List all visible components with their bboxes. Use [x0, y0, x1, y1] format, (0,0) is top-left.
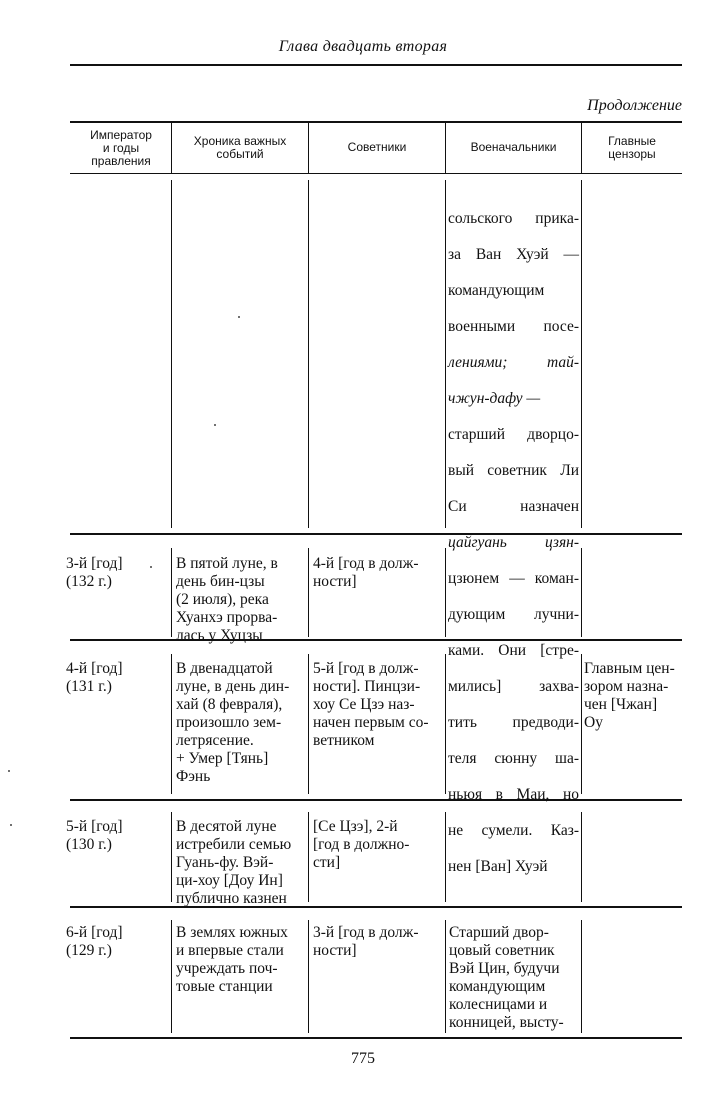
- text-line: дующим лучни-: [448, 606, 579, 623]
- column-rule: [308, 121, 309, 173]
- military-cell: Старший двор- цовый советник Вэй Цин, будучи командующим колесницами и конницей, высту-: [449, 924, 564, 1031]
- row-divider: [70, 799, 682, 801]
- column-header-advisers: Советники: [347, 140, 407, 154]
- column-rule: [308, 548, 309, 637]
- column-header-chronicle: Хроника важных событий: [193, 134, 287, 161]
- header-bottom-rule: [70, 173, 682, 174]
- column-rule: [581, 180, 582, 528]
- text-line: Си назначен: [448, 498, 579, 515]
- emperor-year-cell: 3-й [год] (132 г.): [66, 555, 123, 590]
- text-line: чжун-дафу —: [448, 390, 541, 407]
- header-rule: [70, 64, 682, 66]
- text-line: нен [Ван] Хуэй: [448, 858, 548, 875]
- text-line: лениями; тай-: [448, 354, 579, 371]
- continued-label: Продолжение: [587, 97, 682, 114]
- text-line: теля сюнну ша-: [448, 750, 579, 767]
- column-rule: [308, 180, 309, 528]
- scan-speck: [214, 424, 216, 426]
- column-rule: [445, 920, 446, 1033]
- column-header-emperor: Император и годы правления: [90, 128, 152, 168]
- scan-speck: [238, 316, 240, 318]
- text-line: цзюнем — коман-: [448, 570, 579, 587]
- column-rule: [445, 812, 446, 902]
- chronicle-cell: В двенадцатой луне, в день дин- хай (8 февраля), произошло зем- летрясение. + Умер [Тянь] Фэнь: [176, 660, 290, 785]
- text-line: цайгуань цзян-: [448, 534, 579, 551]
- chronicle-cell: В пятой луне, в день бин-цзы (2 июля), река Хуанхэ прорва- лась у Хуцзы: [176, 555, 278, 644]
- advisers-cell: [Се Цзэ], 2-й [год в должно- сти]: [313, 818, 410, 871]
- scan-speck: [150, 566, 152, 568]
- advisers-cell: 5-й [год в долж- ности]. Пинцзи- хоу Се Цзэ наз- начен первым со- ветником: [313, 660, 429, 749]
- text-line: не сумели. Каз-: [448, 822, 579, 839]
- column-rule: [581, 121, 582, 173]
- military-carry-over: [448, 192, 579, 894]
- advisers-cell: 4-й [год в долж- ности]: [313, 555, 419, 590]
- text-line: за Ван Хуэй —: [448, 246, 579, 263]
- page-number: 775: [351, 1050, 375, 1067]
- column-rule: [171, 548, 172, 637]
- censors-cell: Главным цен- зором назна- чен [Чжан] Оу: [584, 660, 675, 731]
- text-line: мились] захва-: [448, 678, 579, 695]
- chapter-title: Глава двадцать вторая: [278, 38, 448, 55]
- table-top-rule: [70, 121, 682, 123]
- row-divider: [70, 906, 682, 908]
- column-rule: [581, 548, 582, 637]
- column-rule: [445, 548, 446, 637]
- chronicle-cell: В землях южных и впервые стали учреждать поч- товые станции: [176, 924, 288, 995]
- column-rule: [171, 180, 172, 528]
- row-divider: [70, 639, 682, 641]
- chronicle-cell: В десятой луне истребили семью Гуань-фу. Вэй- ци-хоу [Доу Ин] публично казнен: [176, 818, 292, 907]
- text-line: ками. Они [стре-: [448, 642, 579, 659]
- row-divider: [70, 533, 682, 535]
- column-header-censors: Главные цензоры: [608, 134, 656, 161]
- column-rule: [171, 812, 172, 902]
- column-rule: [581, 812, 582, 902]
- scan-speck: [8, 770, 10, 772]
- text-line: старший дворцо-: [448, 426, 579, 443]
- advisers-cell: 3-й [год в долж- ности]: [313, 924, 419, 959]
- text-line: командующим: [448, 282, 545, 299]
- column-rule: [171, 920, 172, 1033]
- column-header-military: Военачальники: [470, 140, 557, 154]
- column-rule: [308, 654, 309, 794]
- text-line: тить предводи-: [448, 714, 579, 731]
- column-rule: [171, 121, 172, 173]
- column-rule: [445, 654, 446, 794]
- column-rule: [308, 812, 309, 902]
- text-line: ньюя в Маи, но: [448, 786, 579, 803]
- emperor-year-cell: 4-й [год] (131 г.): [66, 660, 123, 695]
- table-bottom-rule: [70, 1037, 682, 1039]
- scan-speck: [10, 824, 12, 826]
- column-rule: [581, 920, 582, 1033]
- column-rule: [581, 654, 582, 794]
- text-line: военными посе-: [448, 318, 579, 335]
- text-line: сольского прика-: [448, 210, 579, 227]
- column-rule: [445, 121, 446, 173]
- column-rule: [171, 654, 172, 794]
- column-rule: [308, 920, 309, 1033]
- column-rule: [445, 180, 446, 528]
- emperor-year-cell: 6-й [год] (129 г.): [66, 924, 123, 959]
- emperor-year-cell: 5-й [год] (130 г.): [66, 818, 123, 853]
- text-line: вый советник Ли: [448, 462, 579, 479]
